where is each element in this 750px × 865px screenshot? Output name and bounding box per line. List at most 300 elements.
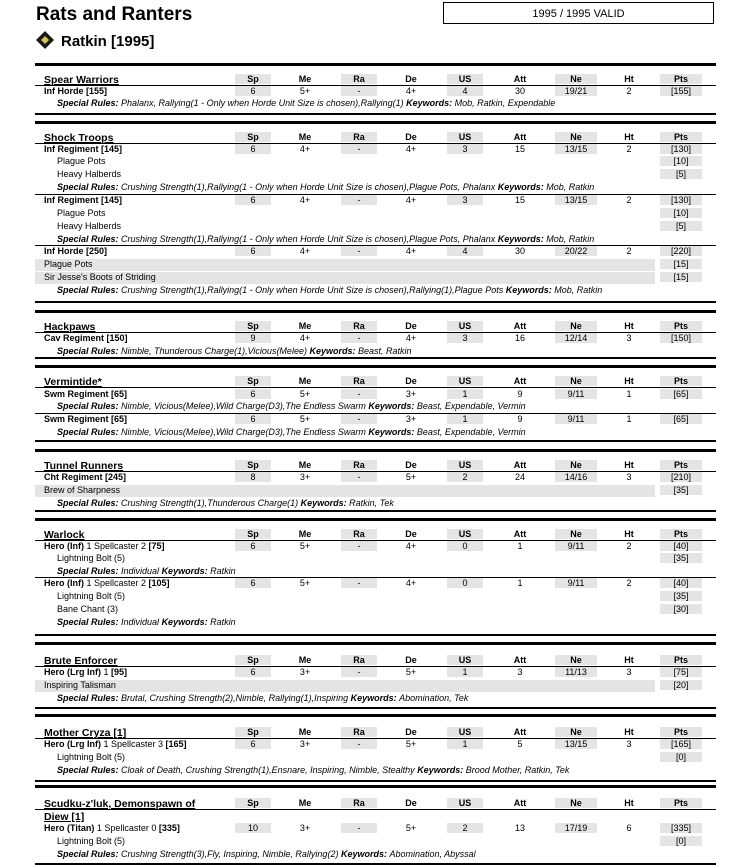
special-rules-text: Nimble, Vicious(Melee),Wild Charge(D3),The Endless Swarm [121, 427, 369, 437]
stat-value: 1 [447, 414, 483, 424]
special-rules [57, 401, 526, 411]
column-header: Me [298, 460, 312, 470]
stat-value: 4+ [405, 86, 417, 96]
stat-value: - [341, 195, 377, 205]
column-header: Att [513, 74, 527, 84]
keywords-text: Beast, Expendable, Vermin [416, 401, 526, 411]
upgrade-name: Plague Pots [57, 208, 106, 218]
special-rules-text: Nimble, Vicious(Melee),Wild Charge(D3),The Endless Swarm [121, 401, 369, 411]
column-header: Ht [624, 460, 634, 470]
stat-value: 4+ [405, 578, 417, 588]
column-header: US [447, 460, 483, 470]
stat-value: 6 [235, 195, 271, 205]
keywords-label: Keywords: [505, 285, 555, 295]
upgrade-name: Lightning Bolt (5) [57, 836, 126, 846]
column-header: Sp [235, 798, 271, 808]
column-header: De [405, 132, 417, 142]
column-header: US [447, 74, 483, 84]
unit-card [35, 121, 716, 303]
upgrade-name: Brew of Sharpness [44, 485, 121, 495]
unit-entry-label [44, 739, 187, 749]
column-header: Me [298, 132, 312, 142]
spellcaster-label: 1 Spellcaster 3 [101, 739, 166, 749]
special-rules-label: Special Rules: [57, 401, 122, 411]
unit-entry-label [44, 667, 127, 677]
stat-value: 2 [626, 144, 632, 154]
unit-size-label: Hero (Lrg Inf) [44, 739, 101, 749]
stat-value: 4+ [299, 195, 311, 205]
column-header: US [447, 798, 483, 808]
column-header: Pts [660, 74, 702, 84]
stat-value: 6 [235, 86, 271, 96]
column-header: Ra [341, 529, 377, 539]
stat-value: 15 [514, 144, 525, 154]
stat-value: 12/14 [555, 333, 597, 343]
column-header: Ra [341, 74, 377, 84]
special-rules-label: Special Rules: [57, 285, 122, 295]
unit-entry-row [35, 472, 716, 484]
column-header: US [447, 529, 483, 539]
stat-value: 6 [235, 414, 271, 424]
header-divider [35, 809, 716, 810]
stat-value: 9 [235, 333, 271, 343]
column-header: De [405, 655, 417, 665]
stat-value: 1 [626, 414, 632, 424]
unit-entry-row [35, 389, 716, 401]
special-rules-text: Phalanx, Rallying(1 - Only when Horde Unit Size is chosen),Rallying(1) [121, 98, 407, 108]
stat-value: 10 [235, 823, 271, 833]
special-rules [57, 98, 555, 108]
column-header: Ht [624, 376, 634, 386]
stat-value: 5+ [299, 578, 311, 588]
special-rules-text: Individual [121, 617, 162, 627]
stat-value: 5+ [405, 472, 417, 482]
column-header: Pts [660, 132, 702, 142]
column-header: Pts [660, 655, 702, 665]
stat-value: 5+ [405, 823, 417, 833]
unit-name: Vermintide* [44, 376, 102, 388]
column-header: Ht [624, 655, 634, 665]
column-header: Sp [235, 529, 271, 539]
unit-size-label: Swm Regiment [65] [44, 389, 128, 399]
stat-value: [130] [660, 195, 702, 205]
stat-value: 5+ [299, 86, 311, 96]
keywords-label: Keywords: [368, 427, 417, 437]
stat-value: 1 [447, 739, 483, 749]
stat-value: 5+ [299, 541, 311, 551]
unit-entry-label [44, 389, 127, 399]
column-header: Sp [235, 655, 271, 665]
column-header: Att [513, 132, 527, 142]
unit-size-label: Inf Regiment [145] [44, 195, 123, 205]
stat-value: 2 [626, 195, 632, 205]
stat-value: 9/11 [555, 541, 597, 551]
upgrade-row [35, 680, 689, 692]
column-header: Ne [555, 321, 597, 331]
special-rules [57, 234, 594, 244]
special-rules [57, 765, 569, 775]
entry-cost: [95] [111, 667, 128, 677]
army-title: Rats and Ranters [36, 4, 193, 25]
stat-value: 6 [626, 823, 632, 833]
stat-value: 4 [447, 246, 483, 256]
column-header: Pts [660, 529, 702, 539]
column-header: De [405, 74, 417, 84]
stat-value: - [341, 144, 377, 154]
stat-value: - [341, 389, 377, 399]
special-rules-label: Special Rules: [57, 693, 122, 703]
unit-entry-row [35, 86, 716, 98]
upgrade-points: [35] [660, 553, 702, 563]
upgrade-row [35, 836, 716, 848]
special-rules-label: Special Rules: [57, 617, 122, 627]
special-rules-label: Special Rules: [57, 98, 122, 108]
column-header: Ra [341, 376, 377, 386]
stat-value: - [341, 472, 377, 482]
entry-cost: [165] [165, 739, 187, 749]
stat-value: 3 [447, 195, 483, 205]
stat-value: - [341, 823, 377, 833]
stat-value: [65] [660, 414, 702, 424]
unit-entry-row [35, 541, 716, 553]
special-rules-label: Special Rules: [57, 346, 122, 356]
special-rules-label: Special Rules: [57, 427, 122, 437]
upgrade-points: [15] [660, 259, 702, 269]
unit-entry-row [35, 246, 716, 258]
upgrade-points: [5] [660, 169, 702, 179]
column-header: Pts [660, 460, 702, 470]
special-rules-label: Special Rules: [57, 765, 122, 775]
unit-size-label: Hero (Lrg Inf) [44, 667, 101, 677]
entry-cost: [335] [158, 823, 180, 833]
keywords-text: Abomination, Tek [399, 693, 469, 703]
unit-card [35, 518, 716, 636]
column-header: Ne [555, 132, 597, 142]
stat-value: 13/15 [555, 739, 597, 749]
stat-value: [130] [660, 144, 702, 154]
stat-value: 1 [517, 578, 523, 588]
unit-entry-row [35, 823, 716, 835]
unit-entry-row [35, 739, 716, 751]
upgrade-name: Bane Chant (3) [57, 604, 119, 614]
stat-value: 6 [235, 389, 271, 399]
unit-name: Tunnel Runners [44, 460, 124, 472]
stat-value: [40] [660, 541, 702, 551]
stat-value: 5+ [405, 739, 417, 749]
unit-entry-label [44, 333, 128, 343]
stat-value: 2 [447, 472, 483, 482]
unit-entry-label [44, 578, 170, 588]
column-header: Pts [660, 376, 702, 386]
column-header: Ne [555, 655, 597, 665]
column-header: US [447, 655, 483, 665]
column-header: Sp [235, 132, 271, 142]
unit-entry-label [44, 414, 127, 424]
stat-value: 9 [517, 414, 523, 424]
special-rules [57, 849, 476, 859]
stat-value: 5+ [299, 414, 311, 424]
stat-value: 30 [514, 86, 525, 96]
stat-value: 0 [447, 541, 483, 551]
upgrade-points: [0] [660, 752, 702, 762]
column-header: Att [513, 655, 527, 665]
army-header [0, 0, 750, 60]
stat-value: 6 [235, 578, 271, 588]
unit-entry-label [44, 541, 165, 551]
special-rules-text: Crushing Strength(1),Thunderous Charge(1) [121, 498, 301, 508]
upgrade-points: [5] [660, 221, 702, 231]
special-rules [57, 182, 594, 192]
stat-value: - [341, 667, 377, 677]
special-rules-text: Individual [121, 566, 162, 576]
stat-value: 2 [626, 86, 632, 96]
keywords-text: Ratkin [210, 617, 236, 627]
stat-value: 2 [447, 823, 483, 833]
stat-value: 2 [626, 541, 632, 551]
column-header: Sp [235, 727, 271, 737]
unit-card [35, 642, 716, 709]
stat-value: 5+ [405, 667, 417, 677]
upgrade-points: [30] [660, 604, 702, 614]
stat-value: 30 [514, 246, 525, 256]
column-header: Att [513, 321, 527, 331]
spellcaster-label: 1 Spellcaster 2 [84, 578, 149, 588]
stat-value: [165] [660, 739, 702, 749]
unit-card [35, 310, 716, 359]
unit-card [35, 714, 716, 782]
column-header: Ht [624, 529, 634, 539]
unit-entry-label [44, 195, 122, 205]
unit-entry-row [35, 667, 716, 679]
stat-value: 1 [517, 541, 523, 551]
special-rules-label: Special Rules: [57, 849, 122, 859]
unit-entry-row [35, 195, 716, 207]
stat-value: - [341, 541, 377, 551]
upgrade-points: [35] [660, 485, 702, 495]
unit-size-label: Swm Regiment [65] [44, 414, 128, 424]
upgrade-points: [15] [660, 272, 702, 282]
upgrade-name: Lightning Bolt (5) [57, 553, 126, 563]
upgrade-name: Plague Pots [57, 156, 106, 166]
stat-value: - [341, 86, 377, 96]
keywords-label: Keywords: [309, 346, 358, 356]
column-header: Att [513, 529, 527, 539]
column-header: Sp [235, 376, 271, 386]
header-divider [35, 387, 716, 388]
stat-value: 3 [517, 667, 523, 677]
entry-cost: [105] [148, 578, 170, 588]
keywords-label: Keywords: [161, 566, 211, 576]
column-header: Sp [235, 74, 271, 84]
column-header: Ra [341, 321, 377, 331]
stat-value: 11/13 [555, 667, 597, 677]
column-header: Att [513, 460, 527, 470]
column-header: Sp [235, 460, 271, 470]
upgrade-row [35, 272, 689, 284]
upgrade-points: [10] [660, 208, 702, 218]
special-rules-label: Special Rules: [57, 182, 122, 192]
stat-value: - [341, 333, 377, 343]
stat-value: [40] [660, 578, 702, 588]
column-header: Me [298, 727, 312, 737]
column-header: Pts [660, 321, 702, 331]
stat-value: 3+ [405, 389, 417, 399]
column-header: Ne [555, 529, 597, 539]
unit-size-label: Inf Regiment [145] [44, 144, 123, 154]
upgrade-row [35, 604, 716, 616]
column-header: Sp [235, 321, 271, 331]
column-header: De [405, 321, 417, 331]
stat-value: 6 [235, 246, 271, 256]
unit-size-label: Hero (Inf) [44, 578, 84, 588]
column-header: Ra [341, 727, 377, 737]
upgrade-name: Lightning Bolt (5) [57, 591, 126, 601]
special-rules-text: Crushing Strength(3),Fly, Inspiring, Nimble, Rallying(2) [121, 849, 341, 859]
column-header: Me [298, 74, 312, 84]
special-rules-text: Crushing Strength(1),Rallying(1 - Only when Horde Unit Size is chosen),Plague Pots, Phalanx [121, 182, 498, 192]
special-rules-text: Brutal, Crushing Strength(2),Nimble, Rallying(1),Inspiring [121, 693, 351, 703]
stat-value: - [341, 578, 377, 588]
stat-value: [65] [660, 389, 702, 399]
stat-value: 13/15 [555, 144, 597, 154]
stat-value: 4+ [405, 195, 417, 205]
stat-value: 5 [517, 739, 523, 749]
unit-card [35, 449, 716, 512]
stat-value: 3 [447, 144, 483, 154]
upgrade-points: [10] [660, 156, 702, 166]
upgrade-row [35, 259, 689, 271]
column-header: Me [298, 376, 312, 386]
upgrade-row [35, 169, 716, 181]
keywords-text: Ratkin, Tek [349, 498, 394, 508]
unit-entry-label [44, 823, 180, 833]
column-header: De [405, 529, 417, 539]
unit-name: Spear Warriors [44, 74, 119, 86]
special-rules [57, 566, 236, 576]
unit-entry-row [35, 144, 716, 156]
validity-box: 1995 / 1995 VALID [443, 2, 714, 24]
stat-value: 3+ [299, 823, 311, 833]
upgrade-name: Heavy Halberds [57, 221, 122, 231]
column-header: Me [298, 529, 312, 539]
upgrade-name: Sir Jesse's Boots of Striding [44, 272, 156, 282]
stat-value: [220] [660, 246, 702, 256]
stat-value: 9/11 [555, 578, 597, 588]
stat-value: 1 [626, 389, 632, 399]
keywords-text: Brood Mother, Ratkin, Tek [465, 765, 570, 775]
unit-name: Mother Cryza [1] [44, 727, 127, 739]
column-header: US [447, 132, 483, 142]
special-rules-label: Special Rules: [57, 234, 122, 244]
unit-name: Warlock [44, 529, 85, 541]
column-header: Ra [341, 132, 377, 142]
special-rules [57, 427, 526, 437]
upgrade-points: [0] [660, 836, 702, 846]
stat-value: 4+ [405, 144, 417, 154]
column-header: US [447, 321, 483, 331]
stat-value: 6 [235, 541, 271, 551]
upgrade-row [35, 156, 716, 168]
spellcaster-label: 1 Spellcaster 0 [94, 823, 159, 833]
unit-card [35, 63, 716, 115]
stat-value: 4+ [405, 333, 417, 343]
stat-value: 3 [626, 472, 632, 482]
stat-value: 6 [235, 739, 271, 749]
column-header: Ht [624, 132, 634, 142]
stat-value: 1 [447, 667, 483, 677]
unit-entry-row [35, 333, 716, 345]
upgrade-name: Inspiring Talisman [44, 680, 116, 690]
keywords-label: Keywords: [406, 98, 455, 108]
keywords-text: Mob, Ratkin [546, 234, 595, 244]
unit-name: Brute Enforcer [44, 655, 118, 667]
special-rules-text: Crushing Strength(1),Rallying(1 - Only when Horde Unit Size is chosen),Plague Pots, Phalanx [121, 234, 498, 244]
keywords-label: Keywords: [417, 765, 466, 775]
keywords-text: Mob, Ratkin, Expendable [454, 98, 556, 108]
stat-value: 0 [447, 578, 483, 588]
spellcaster-label: 1 [101, 667, 112, 677]
unit-entry-label [44, 86, 107, 96]
stat-value: [150] [660, 333, 702, 343]
unit-entry-row [35, 414, 716, 426]
column-header: Ht [624, 321, 634, 331]
column-header: Ra [341, 655, 377, 665]
column-header: US [447, 376, 483, 386]
stat-value: 5+ [299, 389, 311, 399]
keywords-label: Keywords: [350, 693, 400, 703]
stat-value: 3+ [299, 472, 311, 482]
column-header: Att [513, 727, 527, 737]
stat-value: - [341, 739, 377, 749]
unit-entry-label [44, 144, 122, 154]
column-header: Ra [341, 798, 377, 808]
stat-value: 9 [517, 389, 523, 399]
keywords-text: Mob, Ratkin [546, 182, 595, 192]
stat-value: 20/22 [555, 246, 597, 256]
column-header: De [405, 376, 417, 386]
column-header: Att [513, 798, 527, 808]
unit-name: Hackpaws [44, 321, 96, 333]
upgrade-row [35, 485, 689, 497]
stat-value: 9/11 [555, 414, 597, 424]
special-rules-text: Cloak of Death, Crushing Strength(1),Ensnare, Inspiring, Nimble, Stealthy [121, 765, 418, 775]
unit-card [35, 365, 716, 442]
stat-value: 6 [235, 144, 271, 154]
unit-size-label: Inf Horde [155] [44, 86, 108, 96]
special-rules-label: Special Rules: [57, 498, 122, 508]
stat-value: [155] [660, 86, 702, 96]
stat-value: 3 [626, 667, 632, 677]
upgrade-name: Heavy Halberds [57, 169, 122, 179]
column-header: Ne [555, 798, 597, 808]
keywords-label: Keywords: [161, 617, 211, 627]
upgrade-row [35, 221, 716, 233]
column-header: Ne [555, 376, 597, 386]
column-header: Ht [624, 74, 634, 84]
column-header: US [447, 727, 483, 737]
stat-value: 2 [626, 246, 632, 256]
special-rules [57, 285, 602, 295]
column-header: De [405, 798, 417, 808]
column-header: Ht [624, 798, 634, 808]
keywords-text: Ratkin [210, 566, 236, 576]
stat-value: 16 [514, 333, 525, 343]
stat-value: [335] [660, 823, 702, 833]
stat-value: - [341, 246, 377, 256]
unit-name: Scudku-z'luk, Demonspawn of Diew [1] [44, 798, 196, 823]
special-rules-text: Crushing Strength(1),Rallying(1 - Only when Horde Unit Size is chosen),Rallying(1),Plague Pots [121, 285, 506, 295]
stat-value: 4+ [405, 541, 417, 551]
